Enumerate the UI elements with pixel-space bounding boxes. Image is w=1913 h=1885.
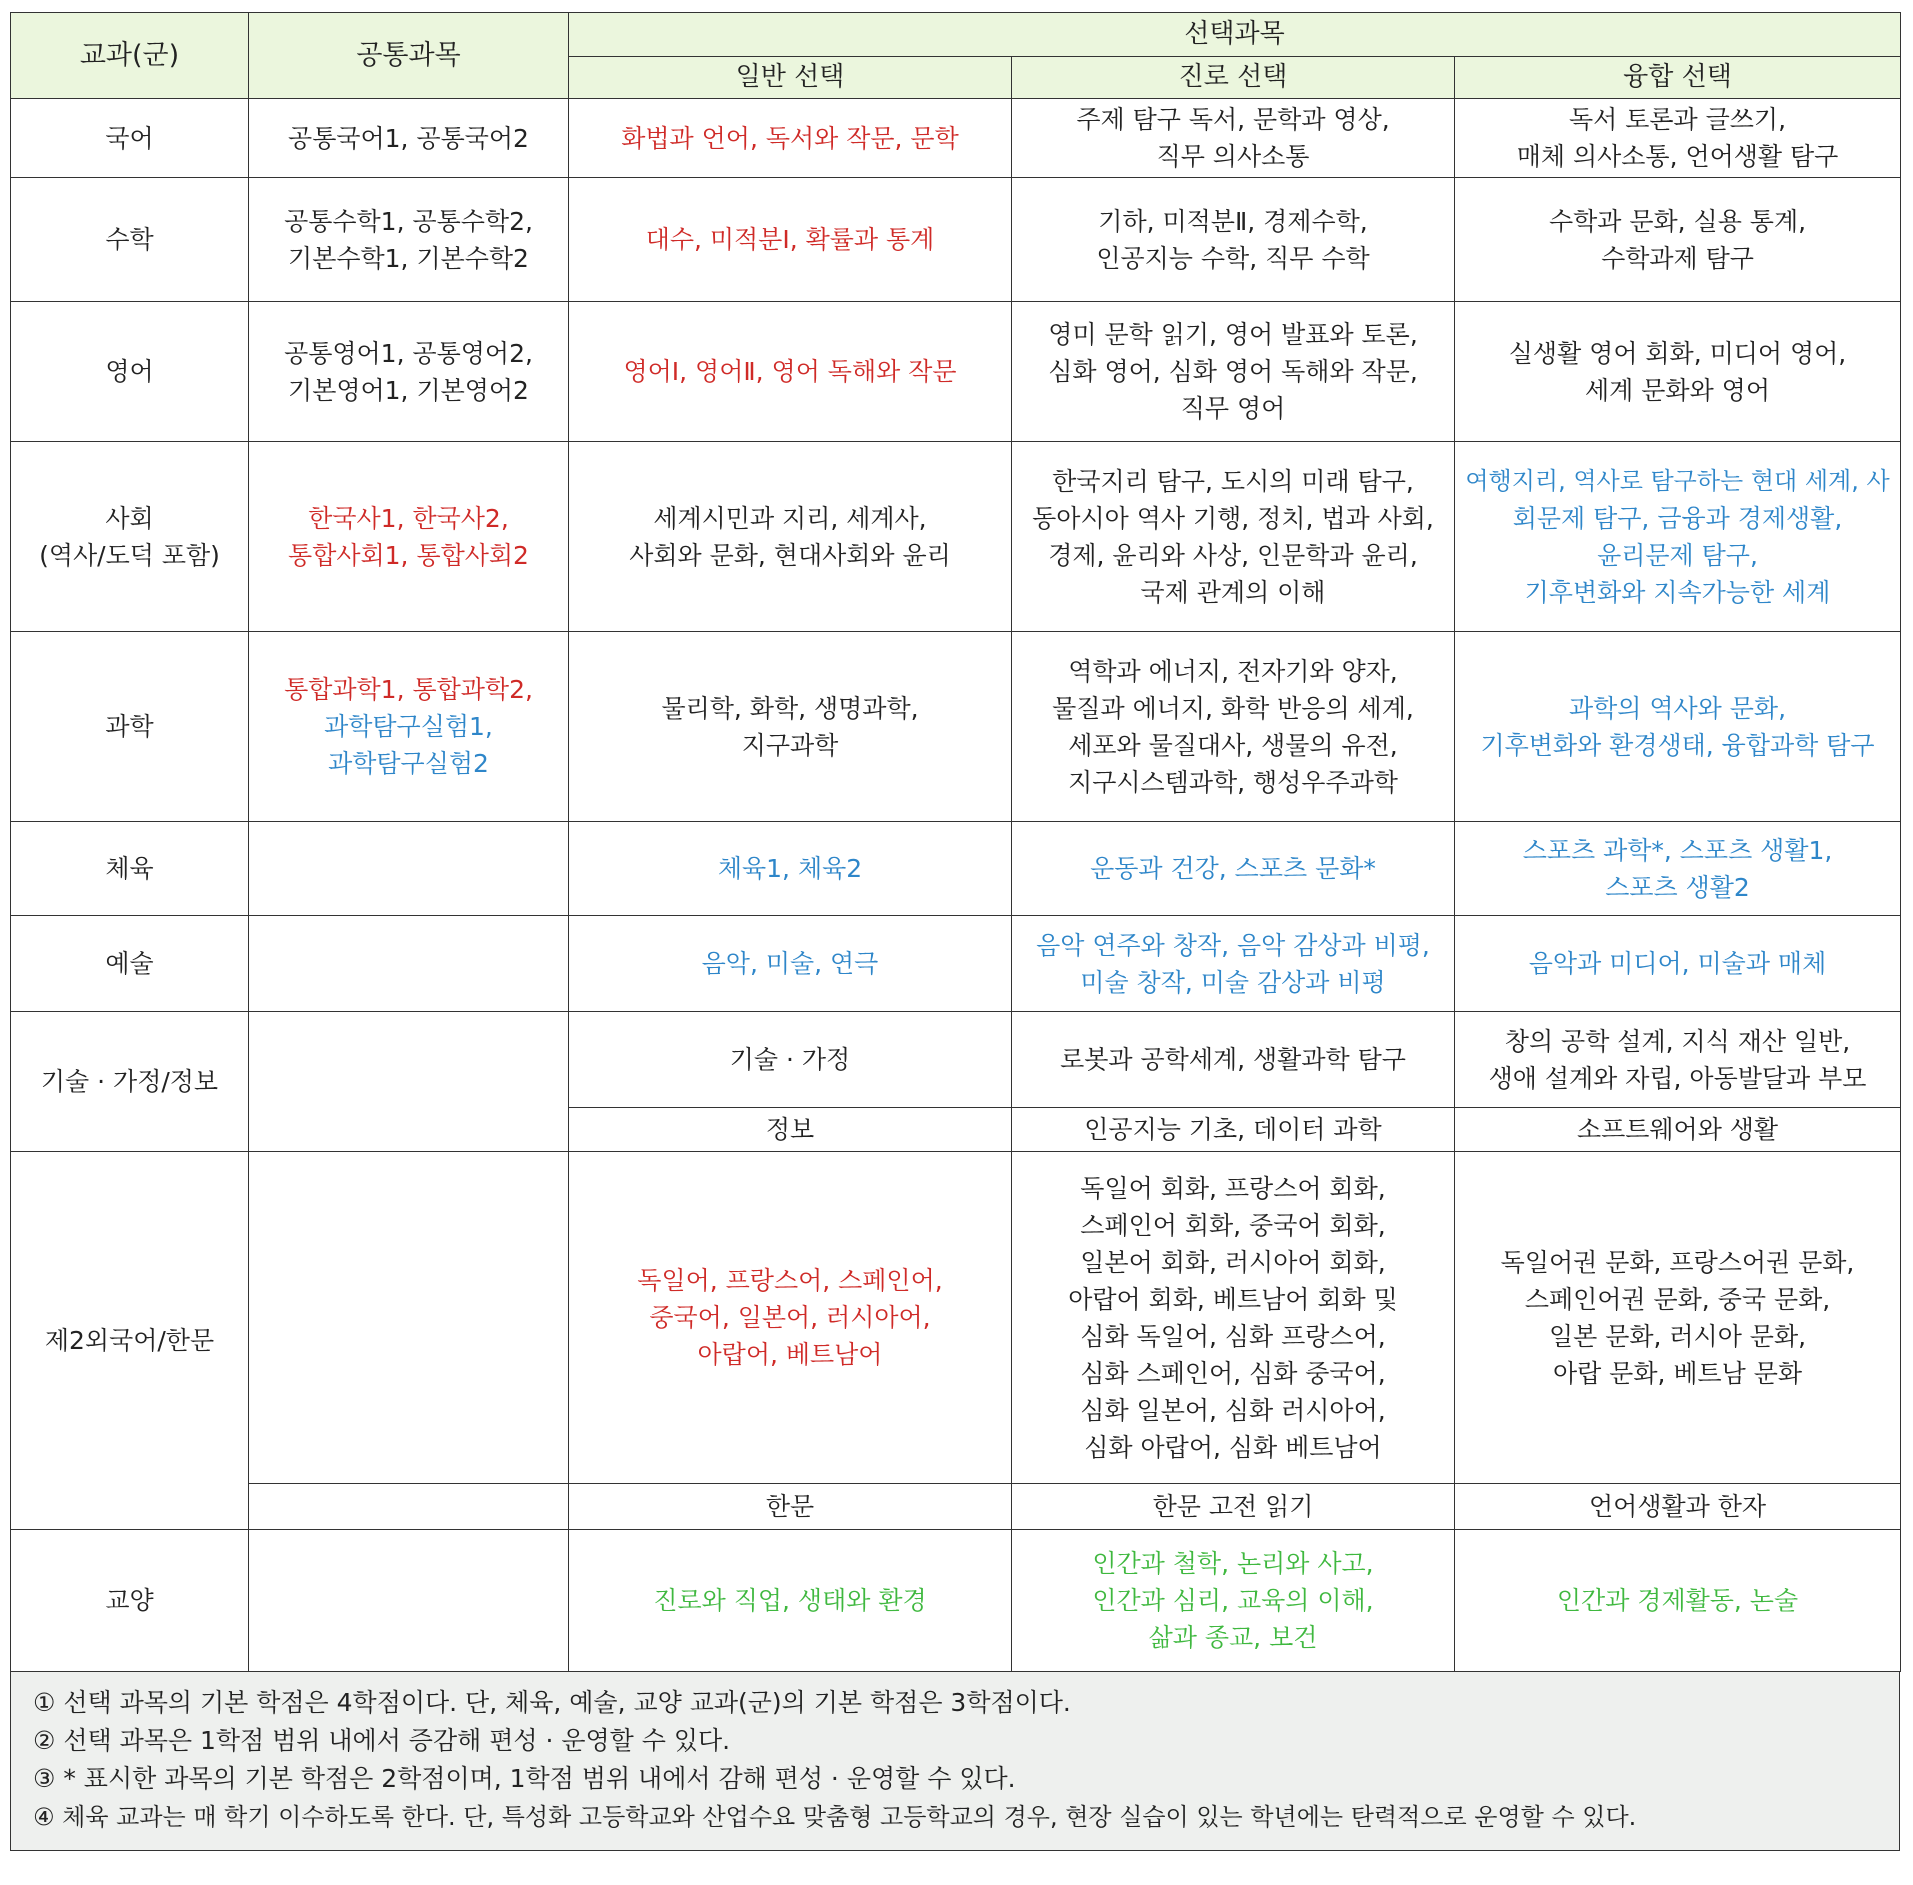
fusion-cell: 음악과 미디어, 미술과 매체 — [1455, 916, 1901, 1012]
career-cell: 로봇과 공학세계, 생활과학 탐구 — [1012, 1012, 1455, 1108]
cell-line: 심화 영어, 심화 영어 독해와 작문, — [1048, 357, 1418, 386]
fusion-cell: 인간과 경제활동, 논술 — [1455, 1530, 1901, 1672]
cell-line: 일본 문화, 러시아 문화, — [1548, 1321, 1807, 1351]
subject-name: 국어 — [11, 99, 249, 178]
cell-line: 기후변화와 지속가능한 세계 — [1524, 577, 1831, 607]
general-cell — [569, 632, 1012, 822]
cell-line: 사회와 문화, 현대사회와 윤리 — [629, 540, 951, 570]
cell-line: 수학과제 탐구 — [1601, 243, 1754, 273]
cell-line: 실생활 영어 회화, 미디어 영어, — [1508, 338, 1847, 368]
fusion-cell — [1455, 178, 1901, 302]
cell-line: 역학과 에너지, 전자기와 양자, — [1068, 656, 1398, 686]
cell-line: 지구시스템과학, 행성우주과학 — [1068, 767, 1398, 797]
general-cell: 한문 — [569, 1484, 1012, 1530]
cell-line: 매체 의사소통, 언어생활 탐구 — [1516, 142, 1839, 171]
cell-line: 한국지리 탐구, 도시의 미래 탐구, — [1052, 466, 1414, 496]
career-cell — [1012, 632, 1455, 822]
cell-line: 인공지능 수학, 직무 수학 — [1096, 243, 1370, 273]
cell-line: 직무 의사소통 — [1156, 142, 1310, 171]
cell-line: 사회 — [105, 503, 154, 533]
note-item: ② 선택 과목은 1학점 범위 내에서 증감해 편성 · 운영할 수 있다. — [33, 1726, 731, 1755]
subject-name — [11, 442, 249, 632]
cell-line: 음악 연주와 창작, 음악 감상과 비평, — [1036, 930, 1430, 960]
cell-line: 아랍어, 베트남어 — [697, 1340, 883, 1369]
fusion-cell: 언어생활과 한자 — [1455, 1484, 1901, 1530]
cell-line: 심화 독일어, 심화 프랑스어, — [1080, 1321, 1386, 1351]
cell-line: 과학탐구실험1, — [324, 712, 493, 741]
cell-line: 일본어 회화, 러시아어 회화, — [1080, 1247, 1386, 1277]
curriculum-document — [10, 12, 1900, 1851]
table-row — [11, 1152, 1901, 1484]
fusion-cell — [1455, 99, 1901, 178]
cell-line: 세포와 물질대사, 생물의 유전, — [1068, 730, 1398, 760]
cell-line: 창의 공학 설계, 지식 재산 일반, — [1504, 1026, 1851, 1056]
career-cell — [1012, 1152, 1455, 1484]
table-row — [11, 1484, 1901, 1530]
cell-line: 과학탐구실험2 — [328, 749, 489, 778]
cell-line: 주제 탐구 독서, 문학과 영상, — [1076, 105, 1390, 134]
cell-line: 물질과 에너지, 화학 반응의 세계, — [1052, 693, 1414, 723]
cell-line: 세계시민과 지리, 세계사, — [653, 503, 927, 533]
subject-name: 예술 — [11, 916, 249, 1012]
cell-line: 독일어, 프랑스어, 스페인어, — [637, 1266, 943, 1295]
header-fusion: 융합 선택 — [1455, 57, 1901, 99]
cell-line: 여행지리, 역사로 탐구하는 현대 세계, 사 — [1465, 466, 1890, 495]
note-item: ④ 체육 교과는 매 학기 이수하도록 한다. 단, 특성화 고등학교와 산업수요 맞춤형 고등학교의 경우, 현장 실습이 있는 학년에는 탄력적으로 운영할 수 있다. — [33, 1803, 1637, 1831]
table-row — [11, 442, 1901, 632]
cell-line: 독서 토론과 글쓰기, — [1568, 105, 1787, 134]
career-cell — [1012, 99, 1455, 178]
common-cell-empty — [249, 1012, 569, 1152]
note-item: ③ * 표시한 과목의 기본 학점은 2학점이며, 1학점 범위 내에서 감해 편성 · 운영할 수 있다. — [33, 1764, 1016, 1793]
career-cell: 한문 고전 읽기 — [1012, 1484, 1455, 1530]
general-cell: 체육1, 체육2 — [569, 822, 1012, 916]
table-row — [11, 822, 1901, 916]
career-cell: 운동과 건강, 스포츠 문화* — [1012, 822, 1455, 916]
header-general: 일반 선택 — [569, 57, 1012, 99]
cell-line: 미술 창작, 미술 감상과 비평 — [1080, 967, 1386, 997]
general-cell: 화법과 언어, 독서와 작문, 문학 — [569, 99, 1012, 178]
cell-line: 인간과 철학, 논리와 사고, — [1092, 1549, 1374, 1578]
cell-line: 국제 관계의 이해 — [1140, 577, 1326, 607]
header-elective: 선택과목 — [569, 13, 1901, 57]
common-cell — [249, 632, 569, 822]
subject-name: 제2외국어/한문 — [11, 1152, 249, 1530]
cell-line: 지구과학 — [741, 730, 839, 760]
cell-line: 삶과 종교, 보건 — [1148, 1623, 1318, 1652]
common-cell-empty — [249, 916, 569, 1012]
subject-name: 영어 — [11, 302, 249, 442]
cell-line: 스포츠 생활2 — [1605, 872, 1750, 902]
cell-line: 한국사1, 한국사2, — [308, 503, 509, 533]
general-cell: 기술 · 가정 — [569, 1012, 1012, 1108]
fusion-cell — [1455, 1012, 1901, 1108]
cell-line: 통합과학1, 통합과학2, — [284, 675, 533, 704]
cell-line: 과학의 역사와 문화, — [1568, 693, 1787, 723]
cell-line: 아랍어 회화, 베트남어 회화 및 — [1068, 1284, 1398, 1314]
career-cell — [1012, 302, 1455, 442]
common-cell: 공통국어1, 공통국어2 — [249, 99, 569, 178]
table-row — [11, 302, 1901, 442]
cell-line: 중국어, 일본어, 러시아어, — [649, 1303, 931, 1332]
general-cell: 영어Ⅰ, 영어Ⅱ, 영어 독해와 작문 — [569, 302, 1012, 442]
career-cell: 인공지능 기초, 데이터 과학 — [1012, 1108, 1455, 1152]
table-row — [11, 916, 1901, 1012]
general-cell: 진로와 직업, 생태와 환경 — [569, 1530, 1012, 1672]
cell-line: 영미 문학 읽기, 영어 발표와 토론, — [1048, 320, 1418, 349]
cell-line: 회문제 탐구, 금융과 경제생활, — [1512, 503, 1843, 533]
header-subject-group: 교과(군) — [11, 13, 249, 99]
fusion-cell — [1455, 632, 1901, 822]
table-row — [11, 178, 1901, 302]
common-cell-empty — [249, 822, 569, 916]
cell-line: 세계 문화와 영어 — [1585, 375, 1770, 405]
career-cell — [1012, 442, 1455, 632]
fusion-cell — [1455, 1152, 1901, 1484]
common-cell — [249, 178, 569, 302]
common-cell — [249, 442, 569, 632]
cell-line: 기하, 미적분Ⅱ, 경제수학, — [1098, 206, 1368, 236]
table-row — [11, 99, 1901, 178]
cell-line: 스페인어권 문화, 중국 문화, — [1524, 1284, 1831, 1314]
note-item: ① 선택 과목의 기본 학점은 4학점이다. 단, 체육, 예술, 교양 교과(군)의 기본 학점은 3학점이다. — [33, 1688, 1071, 1717]
cell-line: 기후변화와 환경생태, 융합과학 탐구 — [1480, 730, 1875, 760]
table-row — [11, 1530, 1901, 1672]
cell-line: 심화 일본어, 심화 러시아어, — [1080, 1395, 1386, 1425]
cell-line: 생애 설계와 자립, 아동발달과 부모 — [1488, 1063, 1867, 1093]
general-cell: 음악, 미술, 연극 — [569, 916, 1012, 1012]
common-cell-empty — [249, 1484, 569, 1530]
fusion-cell: 소프트웨어와 생활 — [1455, 1108, 1901, 1152]
fusion-cell — [1455, 442, 1901, 632]
cell-line: 심화 스페인어, 심화 중국어, — [1080, 1358, 1386, 1388]
common-cell — [249, 302, 569, 442]
table-row — [11, 1012, 1901, 1108]
cell-line: 스페인어 회화, 중국어 회화, — [1080, 1210, 1386, 1240]
general-cell: 대수, 미적분Ⅰ, 확률과 통계 — [569, 178, 1012, 302]
fusion-cell — [1455, 302, 1901, 442]
notes-box — [10, 1672, 1900, 1851]
header-common: 공통과목 — [249, 13, 569, 99]
cell-line: 스포츠 과학*, 스포츠 생활1, — [1522, 835, 1833, 865]
career-cell — [1012, 1530, 1455, 1672]
cell-line: 기본수학1, 기본수학2 — [288, 243, 529, 273]
cell-line: 공통수학1, 공통수학2, — [284, 206, 533, 236]
general-cell — [569, 442, 1012, 632]
cell-line: 인간과 심리, 교육의 이해, — [1092, 1586, 1374, 1615]
cell-line: 물리학, 화학, 생명과학, — [661, 693, 919, 723]
common-cell-empty — [249, 1530, 569, 1672]
subject-name: 기술 · 가정/정보 — [11, 1012, 249, 1152]
cell-line: 윤리문제 탐구, — [1597, 540, 1758, 570]
subject-name: 교양 — [11, 1530, 249, 1672]
cell-line: (역사/도덕 포함) — [39, 540, 220, 570]
header-career: 진로 선택 — [1012, 57, 1455, 99]
cell-line: 경제, 윤리와 사상, 인문학과 윤리, — [1048, 540, 1418, 570]
cell-line: 직무 영어 — [1180, 394, 1286, 423]
career-cell — [1012, 916, 1455, 1012]
cell-line: 독일어권 문화, 프랑스어권 문화, — [1500, 1247, 1855, 1277]
fusion-cell — [1455, 822, 1901, 916]
table-row — [11, 632, 1901, 822]
cell-line: 통합사회1, 통합사회2 — [288, 540, 529, 570]
career-cell — [1012, 178, 1455, 302]
cell-line: 기본영어1, 기본영어2 — [288, 375, 529, 405]
general-cell: 정보 — [569, 1108, 1012, 1152]
cell-line: 공통영어1, 공통영어2, — [284, 338, 533, 368]
subject-name: 체육 — [11, 822, 249, 916]
cell-line: 수학과 문화, 실용 통계, — [1548, 206, 1807, 236]
general-cell — [569, 1152, 1012, 1484]
subject-name: 과학 — [11, 632, 249, 822]
common-cell-empty — [249, 1152, 569, 1484]
cell-line: 아랍 문화, 베트남 문화 — [1552, 1358, 1803, 1388]
subject-name: 수학 — [11, 178, 249, 302]
curriculum-table — [10, 12, 1901, 1672]
cell-line: 동아시아 역사 기행, 정치, 법과 사회, — [1032, 503, 1434, 533]
cell-line: 심화 아랍어, 심화 베트남어 — [1084, 1432, 1382, 1462]
cell-line: 독일어 회화, 프랑스어 회화, — [1080, 1173, 1386, 1203]
